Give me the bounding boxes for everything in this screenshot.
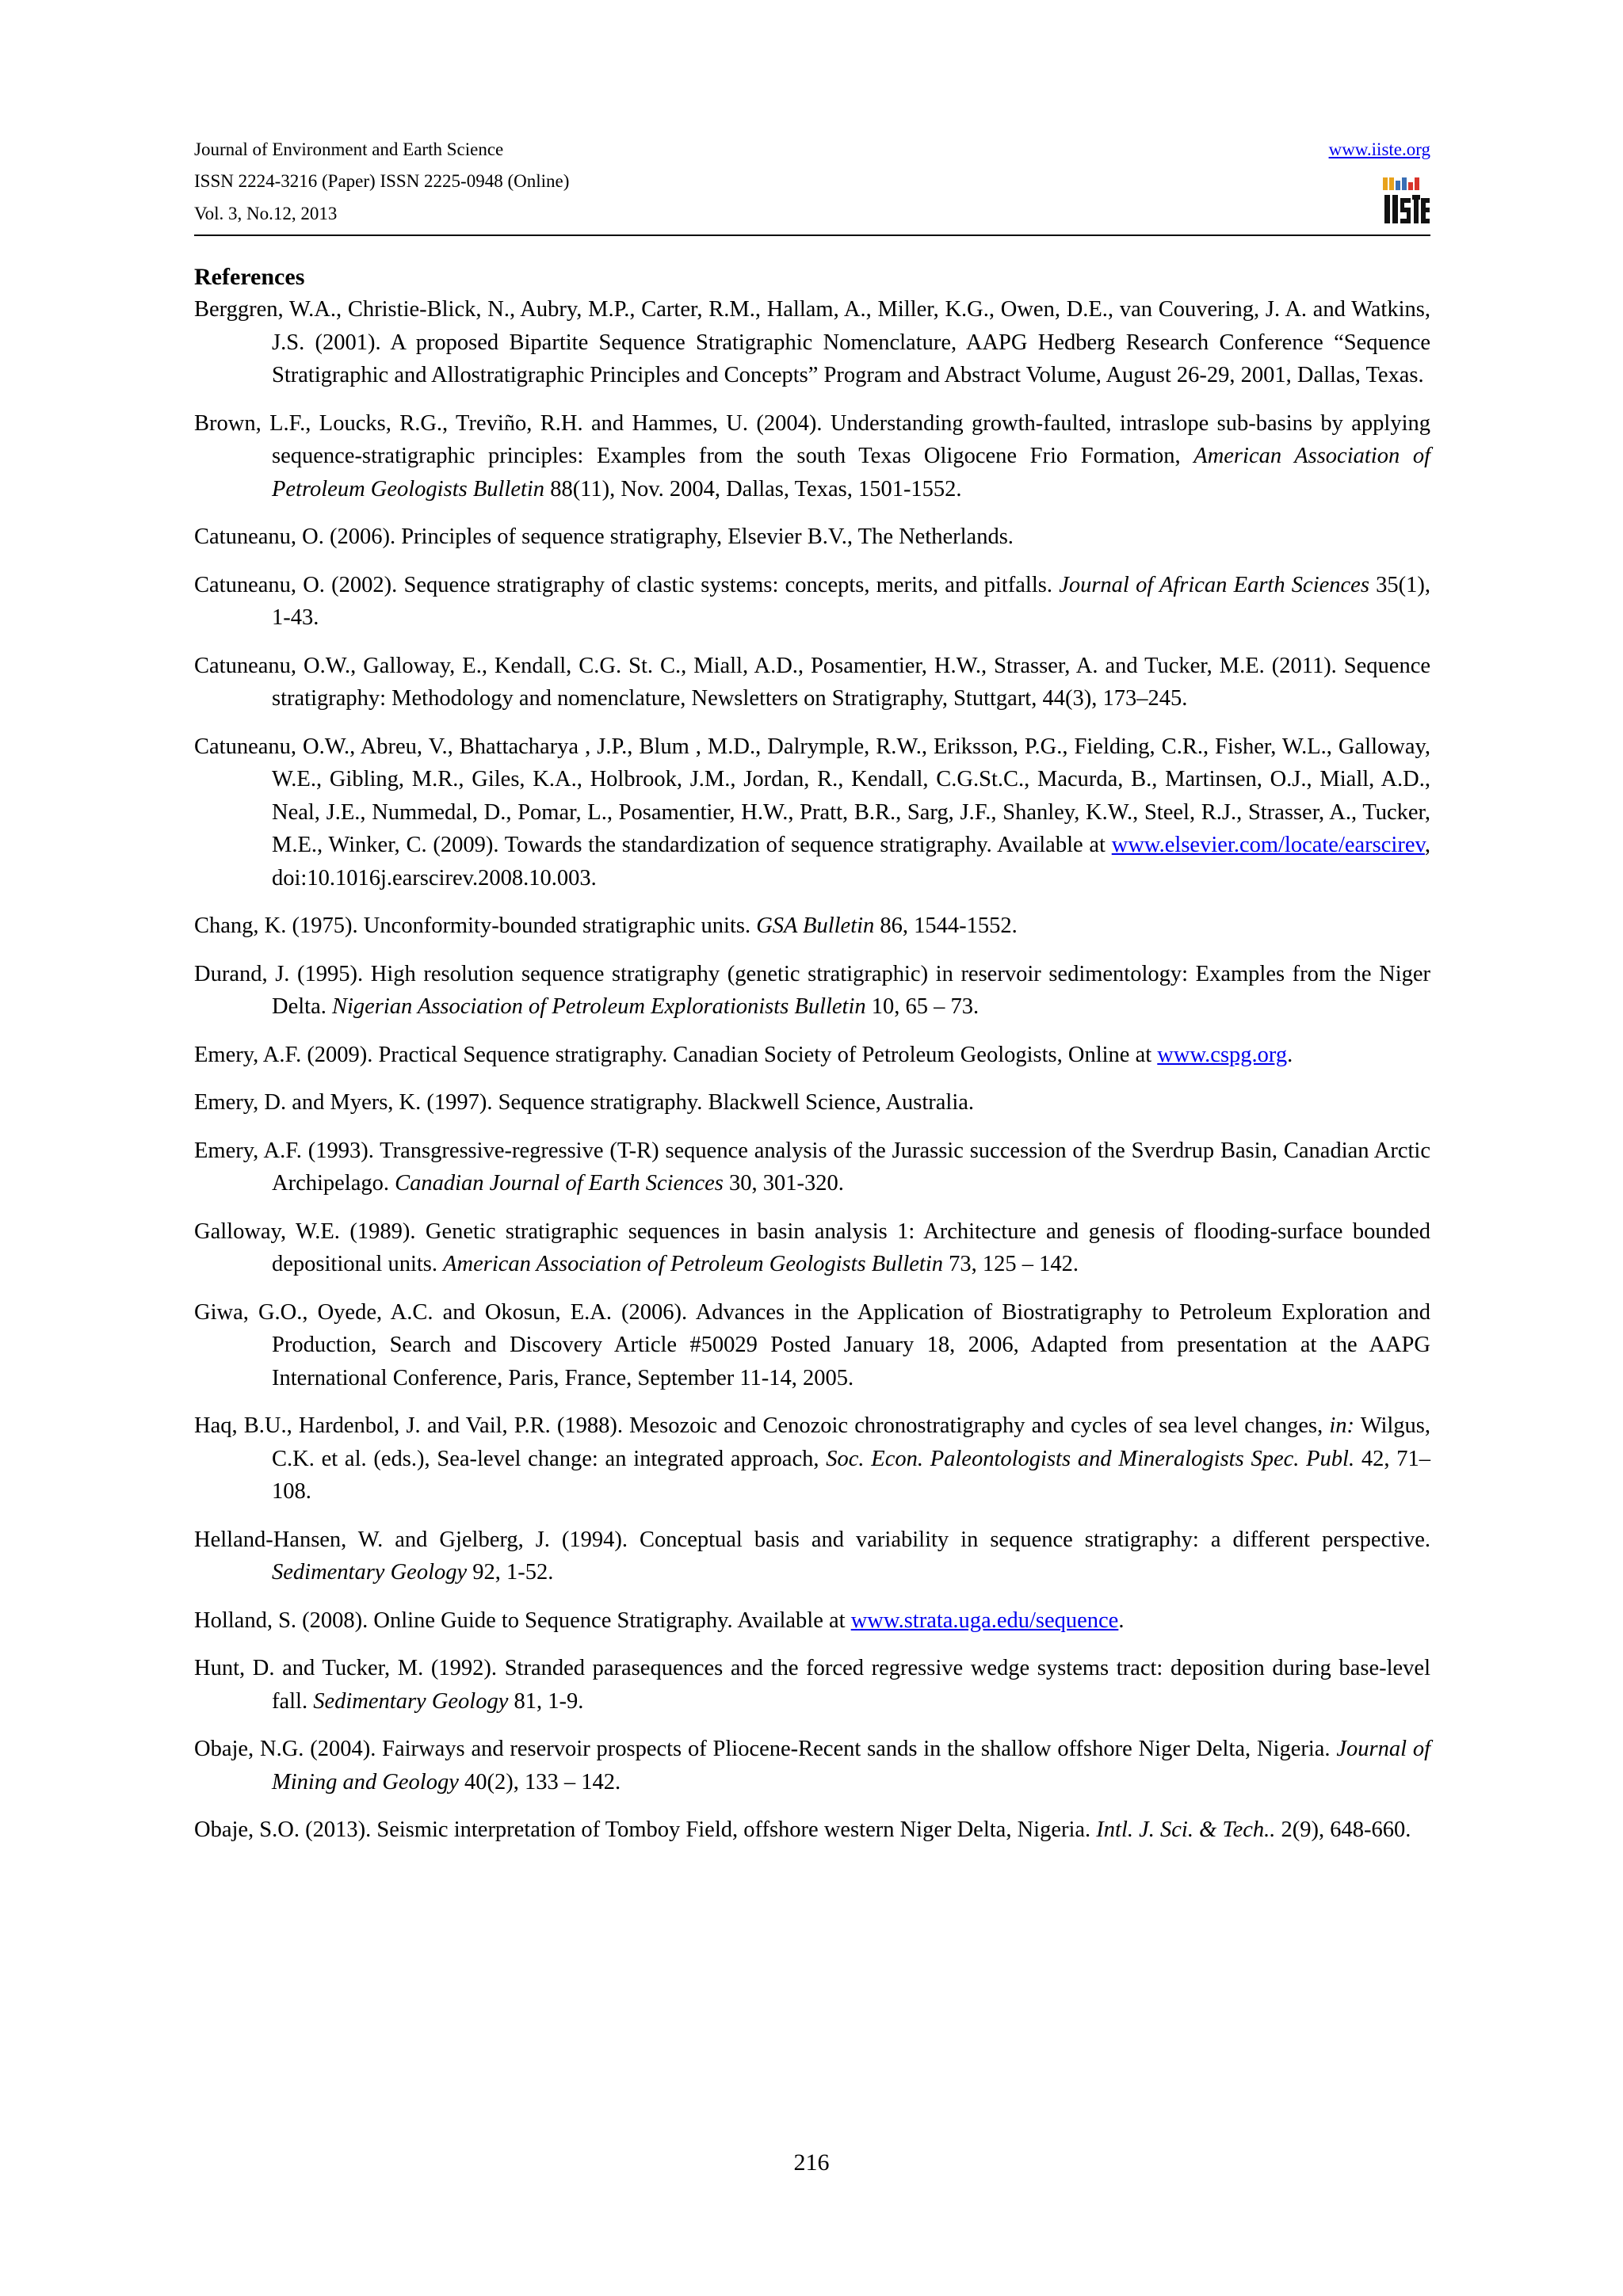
reference-italic-text: Intl. J. Sci. & Tech.. [1096,1817,1276,1842]
journal-title: Journal of Environment and Earth Science [194,139,504,159]
reference-entry [194,650,1430,715]
reference-italic-text: Canadian Journal of Earth Sciences [395,1171,724,1196]
reference-entry [194,569,1430,635]
reference-text: Giwa, G.O., Oyede, A.C. and Okosun, E.A. (2006). Advances in the Application of Biostratigraphy to Petroleum Exploration and Production, Search and Discovery Article #50029 Posted January 18, 2006, Adapted from presentation at the AAPG International Conference, Paris, France, September 11-14, 2005. [194,1299,1430,1390]
reference-entry [194,1086,1430,1119]
reference-text: 35(1), 1-43. [272,572,1431,630]
reference-text: Catuneanu, O. (2002). Sequence stratigraphy of clastic systems: concepts, merits, and pitfalls. [194,572,1060,597]
reference-text: 42, 71–108. [272,1446,1430,1504]
reference-text: Hunt, D. and Tucker, M. (1992). Stranded parasequences and the forced regressive wedge systems tract: deposition during base-level fall. [194,1656,1430,1714]
reference-text: Catuneanu, O.W., Abreu, V., Bhattacharya , J.P., Blum , M.D., Dalrymple, R.W., Eriksson, P.G., Fielding, C.R., Fisher, W.L., Galloway, W.E., Gibling, M.R., Giles, K.A., Holbrook, J.M., Jordan, R., Kendall, C.G.St.C., Macurda, B., Martinsen, O.J., Miall, A.D., Neal, J.E., Nummedal, D., Pomar, L., Posamentier, H.W., Pratt, B.R., Sarg, J.F., Shanley, K.W., Steel, R.J., Strasser, A., Tucker, M.E., Winker, C. (2009). Towards the standardization of sequence stratigraphy. Available at [194,734,1430,857]
reference-entry [194,1039,1430,1072]
reference-entry [194,293,1430,392]
reference-entry [194,1604,1430,1638]
reference-text: Chang, K. (1975). Unconformity-bounded stratigraphic units. [194,913,757,938]
reference-italic-text: Sedimentary Geology [272,1560,468,1585]
reference-text: Emery, A.F. (2009). Practical Sequence stratigraphy. Canadian Society of Petroleum Geologists, Online at [194,1042,1158,1067]
reference-italic-text: in: [1329,1413,1355,1438]
reference-entry [194,730,1430,895]
website-link[interactable]: www.iiste.org [1328,139,1430,159]
page-header [194,138,1430,236]
reference-text: 73, 125 – 142. [943,1252,1079,1276]
reference-italic-text: Nigerian Association of Petroleum Explorationists Bulletin [331,994,866,1019]
reference-text: Durand, J. (1995). High resolution sequence stratigraphy (genetic stratigraphic) in reservoir sedimentology: Examples from the Niger Delta. [194,961,1430,1019]
reference-entry [194,958,1430,1024]
reference-entry [194,1409,1430,1508]
reference-entry [194,407,1430,506]
reference-list [194,293,1430,1847]
reference-italic-text: Soc. Econ. Paleontologists and Mineralogists Spec. Publ. [826,1446,1355,1471]
reference-text: Haq, B.U., Hardenbol, J. and Vail, P.R. (1988). Mesozoic and Cenozoic chronostratigraphy and cycles of sea level changes, [194,1413,1330,1438]
reference-italic-text: American Association of Petroleum Geologists Bulletin [443,1252,944,1276]
reference-link[interactable]: www.elsevier.com/locate/earscirev [1111,833,1425,857]
reference-entry [194,910,1430,943]
reference-text: Obaje, S.O. (2013). Seismic interpretation of Tomboy Field, offshore western Niger Delta, Nigeria. [194,1817,1097,1842]
reference-text: Emery, D. and Myers, K. (1997). Sequence stratigraphy. Blackwell Science, Australia. [194,1090,975,1115]
volume-line: Vol. 3, No.12, 2013 [194,204,338,223]
reference-text: 81, 1-9. [508,1688,584,1714]
reference-text: Catuneanu, O.W., Galloway, E., Kendall, C.G. St. C., Miall, A.D., Posamentier, H.W., Strasser, A. and Tucker, M.E. (2011). Sequence stratigraphy: Methodology and nomenclature, Newsletters on Stratigraphy, Stuttgart, 44(3), 173–245. [194,653,1430,711]
reference-entry [194,1733,1430,1798]
reference-entry [194,1814,1430,1847]
reference-text: 40(2), 133 – 142. [458,1769,621,1794]
reference-text: Holland, S. (2008). Online Guide to Sequence Stratigraphy. Available at [194,1608,851,1633]
references-section [194,263,1430,1862]
reference-text: Catuneanu, O. (2006). Principles of sequence stratigraphy, Elsevier B.V., The Netherlands. [194,524,1014,549]
reference-text: . [1287,1042,1293,1067]
reference-italic-text: Sedimentary Geology [313,1688,509,1714]
reference-entry [194,1652,1430,1718]
reference-entry [194,1296,1430,1395]
reference-text: 10, 65 – 73. [865,994,980,1019]
reference-link[interactable]: www.cspg.org [1157,1042,1288,1067]
reference-text: 92, 1-52. [467,1560,554,1585]
reference-entry [194,1524,1430,1589]
iiste-logo [1381,174,1430,227]
reference-italic-text: GSA Bulletin [756,913,875,938]
reference-text: 2(9), 648-660. [1275,1817,1411,1842]
reference-text: 30, 301-320. [723,1171,844,1196]
reference-link[interactable]: www.strata.uga.edu/sequence [850,1608,1119,1633]
page-number: 216 [793,2149,830,2176]
reference-italic-text: Journal of African Earth Sciences [1059,572,1369,597]
reference-entry [194,1135,1430,1200]
reference-text: Emery, A.F. (1993). Transgressive-regressive (T-R) sequence analysis of the Jurassic succession of the Sverdrup Basin, Canadian Arctic Archipelago. [194,1138,1430,1196]
reference-entry [194,521,1430,554]
reference-entry [194,1215,1430,1281]
reference-text: Obaje, N.G. (2004). Fairways and reservoir prospects of Pliocene-Recent sands in the shallow offshore Niger Delta, Nigeria. [194,1737,1337,1761]
reference-text: Berggren, W.A., Christie-Blick, N., Aubry, M.P., Carter, R.M., Hallam, A., Miller, K.G., Owen, D.E., van Couvering, J. A. and Watkins, J.S. (2001). A proposed Bipartite Sequence Stratigraphic Nomenclature, AAPG Hedberg Research Conference “Sequence Stratigraphic and Allostratigraphic Principles and Concepts” Program and Abstract Volume, August 26-29, 2001, Dallas, Texas. [194,297,1430,387]
references-heading: References [194,264,305,290]
reference-text: . [1118,1608,1125,1633]
reference-italic-text: Journal of Mining and Geology [272,1737,1431,1794]
reference-text: Galloway, W.E. (1989). Genetic stratigraphic sequences in basin analysis 1: Architecture and genesis of flooding-surface bounded depositional units. [194,1219,1430,1276]
reference-text: , doi:10.1016j.earscirev.2008.10.003. [272,833,1430,891]
reference-text: Helland-Hansen, W. and Gjelberg, J. (1994). Conceptual basis and variability in sequence stratigraphy: a different perspective. [194,1527,1430,1552]
reference-text: Brown, L.F., Loucks, R.G., Treviño, R.H. and Hammes, U. (2004). Understanding growth-faulted, intraslope sub-basins by applying sequence-stratigraphic principles: Examples from the south Texas Oligocene Frio Formation, [194,410,1430,468]
reference-text: 88(11), Nov. 2004, Dallas, Texas, 1501-1552. [544,476,962,502]
reference-italic-text: American Association of Petroleum Geologists Bulletin [272,444,1430,502]
issn-line: ISSN 2224-3216 (Paper) ISSN 2225-0948 (Online) [194,171,570,191]
reference-text: Wilgus, C.K. et al. (eds.), Sea-level change: an integrated approach, [272,1413,1430,1471]
reference-text: 86, 1544-1552. [874,913,1018,938]
